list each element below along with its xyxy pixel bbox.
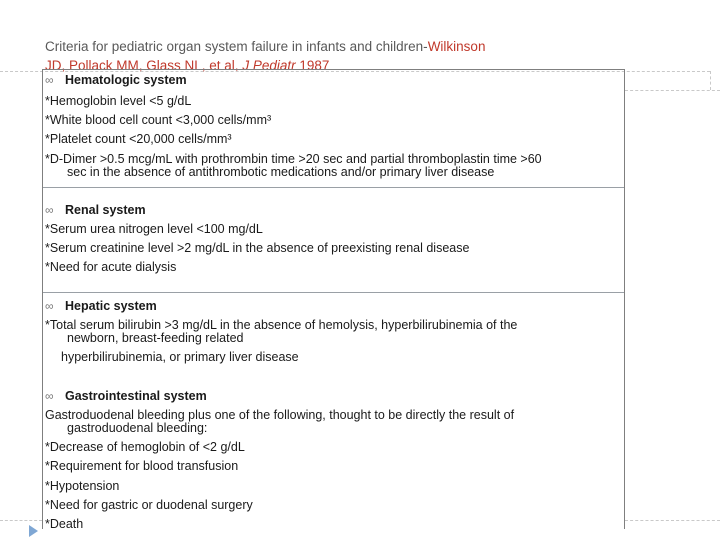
guide-line-vertical — [710, 71, 711, 90]
gastrointestinal-line: *Need for gastric or duodenal surgery — [45, 498, 253, 512]
hematologic-line: *D-Dimer >0.5 mcg/mL with prothrombin time >20 sec and partial thromboplastin time >60 — [45, 152, 542, 166]
renal-line: *Serum urea nitrogen level <100 mg/dL — [45, 222, 263, 236]
hepatic-line: *Total serum bilirubin >3 mg/dL in the absence of hemolysis, hyperbilirubinemia of the — [45, 318, 518, 332]
hematologic-line: *Platelet count <20,000 cells/mm³ — [45, 132, 232, 146]
hematologic-heading-text: Hematologic system — [65, 73, 187, 87]
gastrointestinal-line: gastroduodenal bleeding: — [67, 421, 208, 435]
infinity-bullet-icon: ∞ — [45, 389, 54, 403]
gastrointestinal-line: *Requirement for blood transfusion — [45, 459, 239, 473]
gastrointestinal-line: *Hypotension — [45, 479, 120, 493]
hematologic-line: *White blood cell count <3,000 cells/mm³ — [45, 113, 272, 127]
hepatic-line: newborn, breast-feeding related — [67, 331, 244, 345]
gastrointestinal-heading — [45, 389, 207, 404]
title-authors-line2: JD, Pollack MM, Glass NL, et al, — [45, 58, 243, 73]
infinity-bullet-icon: ∞ — [45, 73, 54, 87]
hepatic-line: hyperbilirubinemia, or primary liver disease — [61, 350, 299, 364]
hematologic-line: *Hemoglobin level <5 g/dL — [45, 94, 192, 108]
gastrointestinal-line: Gastroduodenal bleeding plus one of the following, thought to be directly the result of — [45, 408, 515, 422]
title-authors-line1: Wilkinson — [427, 39, 486, 54]
title-main: Criteria for pediatric organ system failure in infants and children- — [45, 39, 428, 54]
infinity-bullet-icon: ∞ — [45, 299, 54, 313]
hematologic-line: sec in the absence of antithrombotic medications and/or primary liver disease — [67, 165, 495, 179]
guide-line-left-bottom — [0, 520, 42, 521]
infinity-bullet-icon: ∞ — [45, 203, 54, 217]
title-year: 1987 — [295, 58, 330, 73]
gastrointestinal-heading-text: Gastrointestinal system — [65, 389, 207, 403]
hepatic-heading-text: Hepatic system — [65, 299, 157, 313]
title-journal: J Pediatr — [242, 58, 296, 73]
renal-heading-text: Renal system — [65, 203, 146, 217]
renal-line: *Serum creatinine level >2 mg/dL in the absence of preexisting renal disease — [45, 241, 470, 255]
hepatic-heading — [45, 299, 157, 314]
hematologic-heading — [45, 73, 187, 88]
guide-line-right-bottom — [625, 520, 720, 521]
section-divider — [43, 292, 624, 293]
section-divider — [43, 187, 624, 188]
renal-heading — [45, 203, 146, 218]
play-arrow-icon[interactable] — [29, 525, 38, 537]
gastrointestinal-line: *Decrease of hemoglobin of <2 g/dL — [45, 440, 245, 454]
gastrointestinal-line: *Death — [45, 517, 84, 529]
criteria-box — [42, 69, 625, 529]
guide-line-right-top — [625, 90, 720, 91]
renal-line: *Need for acute dialysis — [45, 260, 177, 274]
